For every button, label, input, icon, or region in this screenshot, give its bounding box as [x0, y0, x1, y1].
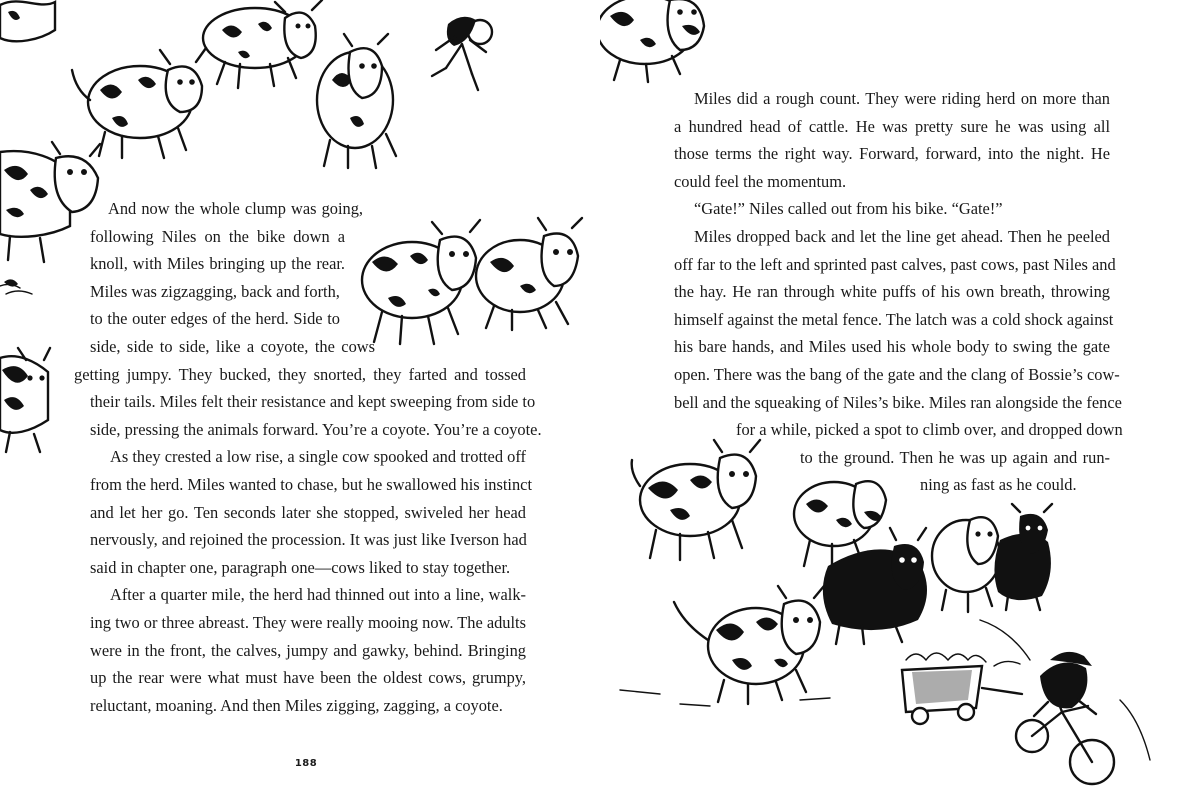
text-line: himself against the metal fence. The latch was a cold shock against	[674, 309, 1114, 329]
cow-icon	[203, 0, 322, 88]
miles-running-icon	[432, 17, 492, 90]
text-line: Miles did a rough count. They were riding herd on more than	[694, 89, 1110, 108]
text-line: ning as fast as he could.	[920, 475, 1077, 495]
right-page	[600, 0, 1200, 800]
page-number: 188	[294, 758, 318, 769]
ground-scribble	[0, 279, 32, 294]
text-line: to the outer edges of the herd. Side to	[90, 309, 340, 329]
cow-icon	[72, 48, 206, 158]
text-line: those terms the right way. Forward, forward, into the night. He	[674, 144, 1110, 164]
text-line: his bare hands, and Miles used his whole body to swing the gate	[674, 337, 1110, 357]
text-line: said in chapter one, paragraph one—cows liked to stay together.	[90, 557, 511, 577]
text-line: and let her go. Ten seconds later she stopped, swiveled her head	[90, 502, 526, 522]
cow-icon	[994, 504, 1052, 610]
cow-icon	[0, 348, 50, 452]
text-line: for a while, picked a spot to climb over, and dropped down	[736, 420, 1123, 440]
text-line: side, pressing the animals forward. You’re a coyote. You’re a coyote.	[90, 419, 542, 439]
text-line: knoll, with Miles bringing up the rear.	[90, 254, 345, 274]
text-line: up the rear were what must have been the oldest cows, grumpy,	[90, 668, 526, 688]
text-line: Miles dropped back and let the line get ahead. Then he peeled	[694, 226, 1110, 246]
right-page-text	[674, 85, 1123, 499]
text-line: side, side to side, like a coyote, the cows	[90, 336, 375, 356]
text-line: After a quarter mile, the herd had thinned out into a line, walk-	[110, 585, 526, 605]
text-line: ing two or three abreast. They were really mooing now. The adults	[90, 612, 526, 632]
text-line: to the ground. Then he was up again and run-	[800, 447, 1110, 467]
cow-icon	[0, 142, 100, 262]
text-line: getting jumpy. They bucked, they snorted, they farted and tossed	[74, 364, 526, 384]
text-line: nervously, and rejoined the procession. It was just like Iverson had	[90, 530, 527, 550]
text-line: off far to the left and sprinted past calves, past cows, past Niles and	[674, 254, 1116, 274]
text-line: following Niles on the bike down a	[90, 226, 345, 246]
cow-icon	[600, 0, 704, 82]
text-line: were in the front, the calves, jumpy and gawky, behind. Bringing	[90, 640, 526, 660]
text-line: the hay. He ran through white puffs of his own breath, throwing	[674, 282, 1110, 302]
text-line: As they crested a low rise, a single cow spooked and trotted off	[110, 447, 526, 467]
text-line: open. There was the bang of the gate and the clang of Bossie’s cow-	[674, 364, 1120, 384]
text-line: from the herd. Miles wanted to chase, but he swallowed his instinct	[90, 474, 532, 494]
text-line: “Gate!” Niles called out from his bike. “Gate!”	[694, 199, 1003, 219]
niles-on-bike-icon	[994, 652, 1114, 784]
text-line: a hundred head of cattle. He was pretty sure he was using all	[674, 116, 1110, 136]
left-page-text	[74, 195, 542, 719]
text-line: their tails. Miles felt their resistance and kept sweeping from side to	[90, 392, 536, 412]
text-line: reluctant, moaning. And then Miles zigging, zagging, a coyote.	[90, 695, 503, 715]
text-line: could feel the momentum.	[674, 171, 847, 191]
cow-icon	[932, 517, 1000, 612]
text-line: And now the whole clump was going,	[108, 199, 363, 218]
text-line: Miles was zigzagging, back and forth,	[90, 281, 340, 301]
hay-wagon-icon	[902, 653, 1022, 724]
cow-icon	[674, 586, 824, 704]
cow-icon	[0, 1, 55, 41]
text-line: bell and the squeaking of Niles’s bike. Miles ran alongside the fence	[674, 392, 1122, 412]
cow-icon	[317, 34, 396, 168]
